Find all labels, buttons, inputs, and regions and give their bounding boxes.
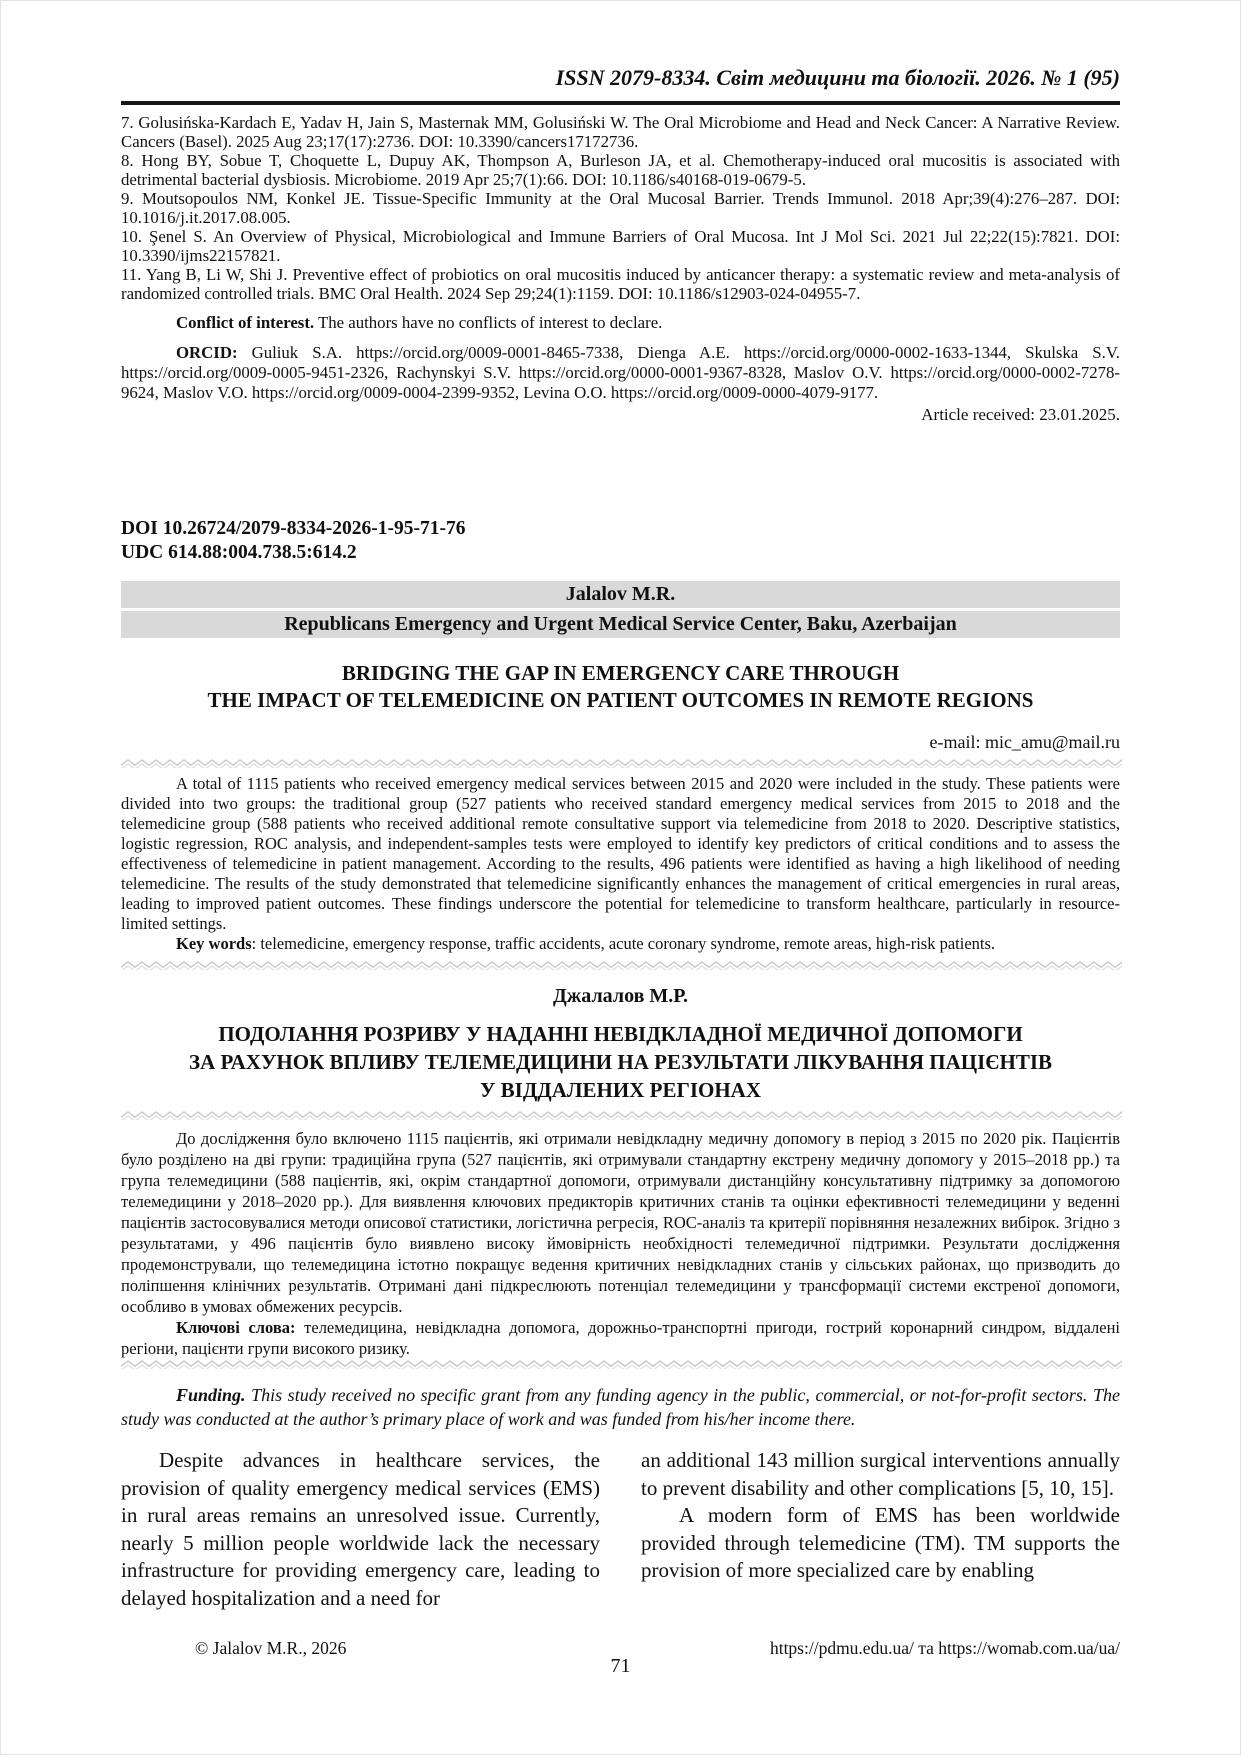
orcid-label: ORCID:	[176, 343, 238, 362]
footer-urls: https://pdmu.edu.ua/ та https://womab.com.ua/ua/	[769, 1638, 1120, 1658]
doi-line: DOI 10.26724/2079-8334-2026-1-95-71-76	[121, 518, 466, 539]
body-paragraph: an additional 143 million surgical interventions annually to prevent disability and other complications [5, 10, 15].	[641, 1448, 1120, 1500]
zigzag-separator	[121, 758, 1122, 768]
author-email: e-mail: mic_amu@mail.ru	[929, 732, 1120, 752]
reference-item: 9. Moutsopoulos NM, Konkel JE. Tissue-Specific Immunity at the Oral Mucosal Barrier. Trends Immunol. 2018 Apr;39(4):276–287. DOI: 10.1016/j.it.2017.08.005.	[121, 189, 1120, 227]
zigzag-separator	[121, 1110, 1122, 1120]
title-uk-line2: ЗА РАХУНОК ВПЛИВУ ТЕЛЕМЕДИЦИНИ НА РЕЗУЛЬТАТИ ЛІКУВАННЯ ПАЦІЄНТІВ	[188, 1050, 1053, 1074]
author-name-uk: Джалалов М.Р.	[553, 985, 688, 1007]
article-title-en	[121, 660, 1120, 714]
article-title-uk	[121, 1020, 1120, 1104]
abstract-en: A total of 1115 patients who received emergency medical services between 2015 and 2020 were included in the study. These patients were divided into two groups: the traditional group (527 patients who received standard emergency medical services from 2015 to 2018 and the telemedicine group (588 patients who received additional remote consultative support via telemedicine from 2018 to 2020. Descriptive statistics, logistic regression, ROC analysis, and independent-samples tests were employed to identify key predictors of critical conditions and to assess the effectiveness of telemedicine in patient management. According to the results, 496 patients were identified as having a high likelihood of needing telemedicine. The results of the study demonstrated that telemedicine significantly enhances the management of critical emergencies in rural areas, leading to improved patient outcomes. These findings underscore the potential for telemedicine to transform healthcare, particularly in resource-limited settings.	[121, 774, 1120, 933]
title-en-line1: BRIDGING THE GAP IN EMERGENCY CARE THROUGH	[341, 661, 900, 685]
keywords-en	[121, 934, 1120, 954]
references-list	[121, 113, 1120, 303]
orcid-links-text: Guliuk S.A. https://orcid.org/0009-0001-8465-7338, Dienga A.E. https://orcid.org/0000-0002-1633-1344, Skulska S.V. https://orcid.org/0009-0005-9451-2326, Rachynskyi S.V. https://orcid.org/0000-0001-9367-8328, Maslov O.V. https://orcid.org/0000-0002-7278-9624, Maslov V.O. https://orcid.org/0009-0004-2399-9352, Levina O.O. https://orcid.org/0009-0000-4079-9177.	[121, 343, 1120, 402]
body-paragraph: A modern form of EMS has been worldwide provided through telemedicine (TM). TM supports the provision of more specialized care by enabling	[641, 1503, 1120, 1582]
funding-text: This study received no specific grant from any funding agency in the public, commercial, or not-for-profit sectors. The study was conducted at the author’s primary place of work and was funded from his/her income there.	[121, 1385, 1120, 1429]
zigzag-separator	[121, 960, 1122, 970]
title-uk-line3: У ВІДДАЛЕНИХ РЕГІОНАХ	[479, 1078, 761, 1102]
body-paragraph: Despite advances in healthcare services, the provision of quality emergency medical services (EMS) in rural areas remains an unresolved issue. Currently, nearly 5 million people worldwide lack the necessary infrastructure for providing emergency care, leading to delayed hospitalization and a need for	[121, 1448, 600, 1610]
orcid-paragraph	[121, 343, 1120, 403]
reference-item: 8. Hong BY, Sobue T, Choquette L, Dupuy AK, Thompson A, Burleson JA, et al. Chemotherapy-induced oral mucositis is associated with detrimental bacterial dysbiosis. Microbiome. 2019 Apr 25;7(1):66. DOI: 10.1186/s40168-019-0679-5.	[121, 151, 1120, 189]
conflict-text: The authors have no conflicts of interest to declare.	[314, 313, 663, 332]
journal-issn-header: ISSN 2079-8334. Світ медицини та біології. 2026. № 1 (95)	[121, 65, 1120, 105]
body-column-right	[641, 1447, 1120, 1612]
body-column-left	[121, 1447, 600, 1612]
author-name-en: Jalalov M.R.	[121, 581, 1120, 608]
reference-item: 11. Yang B, Li W, Shi J. Preventive effect of probiotics on oral mucositis induced by anticancer therapy: a systematic review and meta-analysis of randomized controlled trials. BMC Oral Health. 2024 Sep 29;24(1):1159. DOI: 10.1186/s12903-024-04955-7.	[121, 265, 1120, 303]
keywords-en-label: Key words	[176, 934, 252, 953]
udc-line: UDC 614.88:004.738.5:614.2	[121, 542, 357, 563]
copyright-note: © Jalalov M.R., 2026	[195, 1638, 347, 1658]
reference-item: 7. Golusińska-Kardach E, Yadav H, Jain S, Masternak MM, Golusiński W. The Oral Microbiome and Head and Neck Cancer: A Narrative Review. Cancers (Basel). 2025 Aug 23;17(17):2736. DOI: 10.3390/cancers17172736.	[121, 113, 1120, 151]
keywords-uk	[121, 1317, 1120, 1359]
keywords-uk-label: Ключові слова:	[176, 1318, 296, 1337]
keywords-uk-text: телемедицина, невідкладна допомога, дорожньо-транспортні пригоди, гострий коронарний синдром, віддалені регіони, пацієнти групи високого ризику.	[121, 1318, 1120, 1358]
conflict-of-interest	[121, 313, 1120, 333]
funding-label: Funding.	[176, 1385, 246, 1405]
zigzag-separator	[121, 1359, 1122, 1369]
conflict-label: Conflict of interest.	[176, 313, 315, 332]
title-uk-line1: ПОДОЛАННЯ РОЗРИВУ У НАДАННІ НЕВІДКЛАДНОЇ МЕДИЧНОЇ ДОПОМОГИ	[218, 1022, 1023, 1046]
page-number: 71	[610, 1655, 631, 1677]
affiliation-en: Republicans Emergency and Urgent Medical Service Center, Baku, Azerbaijan	[121, 611, 1120, 638]
keywords-en-text: : telemedicine, emergency response, traffic accidents, acute coronary syndrome, remote areas, high-risk patients.	[251, 934, 996, 953]
funding-statement	[121, 1383, 1120, 1431]
reference-item: 10. Şenel S. An Overview of Physical, Microbiological and Immune Barriers of Oral Mucosa. Int J Mol Sci. 2021 Jul 22;22(15):7821. DOI: 10.3390/ijms22157821.	[121, 227, 1120, 265]
abstract-uk: До дослідження було включено 1115 пацієнтів, які отримали невідкладну медичну допомогу в період з 2015 по 2020 рік. Пацієнтів було розділено на дві групи: традиційна група (527 пацієнтів, які отримували стандартну екстрену медичну допомогу у 2015–2018 рр.) та група телемедицини (588 пацієнтів, які, окрім стандартної допомоги, отримували дистанційну консультативну підтримку за допомогою телемедицини у 2018–2020 рр.). Для виявлення ключових предикторів критичних станів та оцінки ефективності телемедицини у веденні пацієнтів застосовувалися методи описової статистики, логістична регресія, ROC-аналіз та критерії порівняння незалежних вибірок. Згідно з результатами, у 496 пацієнтів було виявлено високу ймовірність необхідності телемедичної підтримки. Результати дослідження продемонстрували, що телемедицина істотно покращує ведення критичних невідкладних станів у сільських районах, що призводить до поліпшення клінічних результатів. Отримані дані підкреслюють потенціал телемедицини у трансформації системи екстреної допомоги, особливо в умовах обмежених ресурсів.	[121, 1129, 1120, 1316]
doi-udc-block	[121, 517, 1120, 565]
article-received-date: Article received: 23.01.2025.	[921, 405, 1120, 424]
author-affiliation-band	[121, 581, 1120, 638]
title-en-line2: THE IMPACT OF TELEMEDICINE ON PATIENT OUTCOMES IN REMOTE REGIONS	[207, 688, 1034, 712]
body-text-columns	[121, 1447, 1120, 1612]
